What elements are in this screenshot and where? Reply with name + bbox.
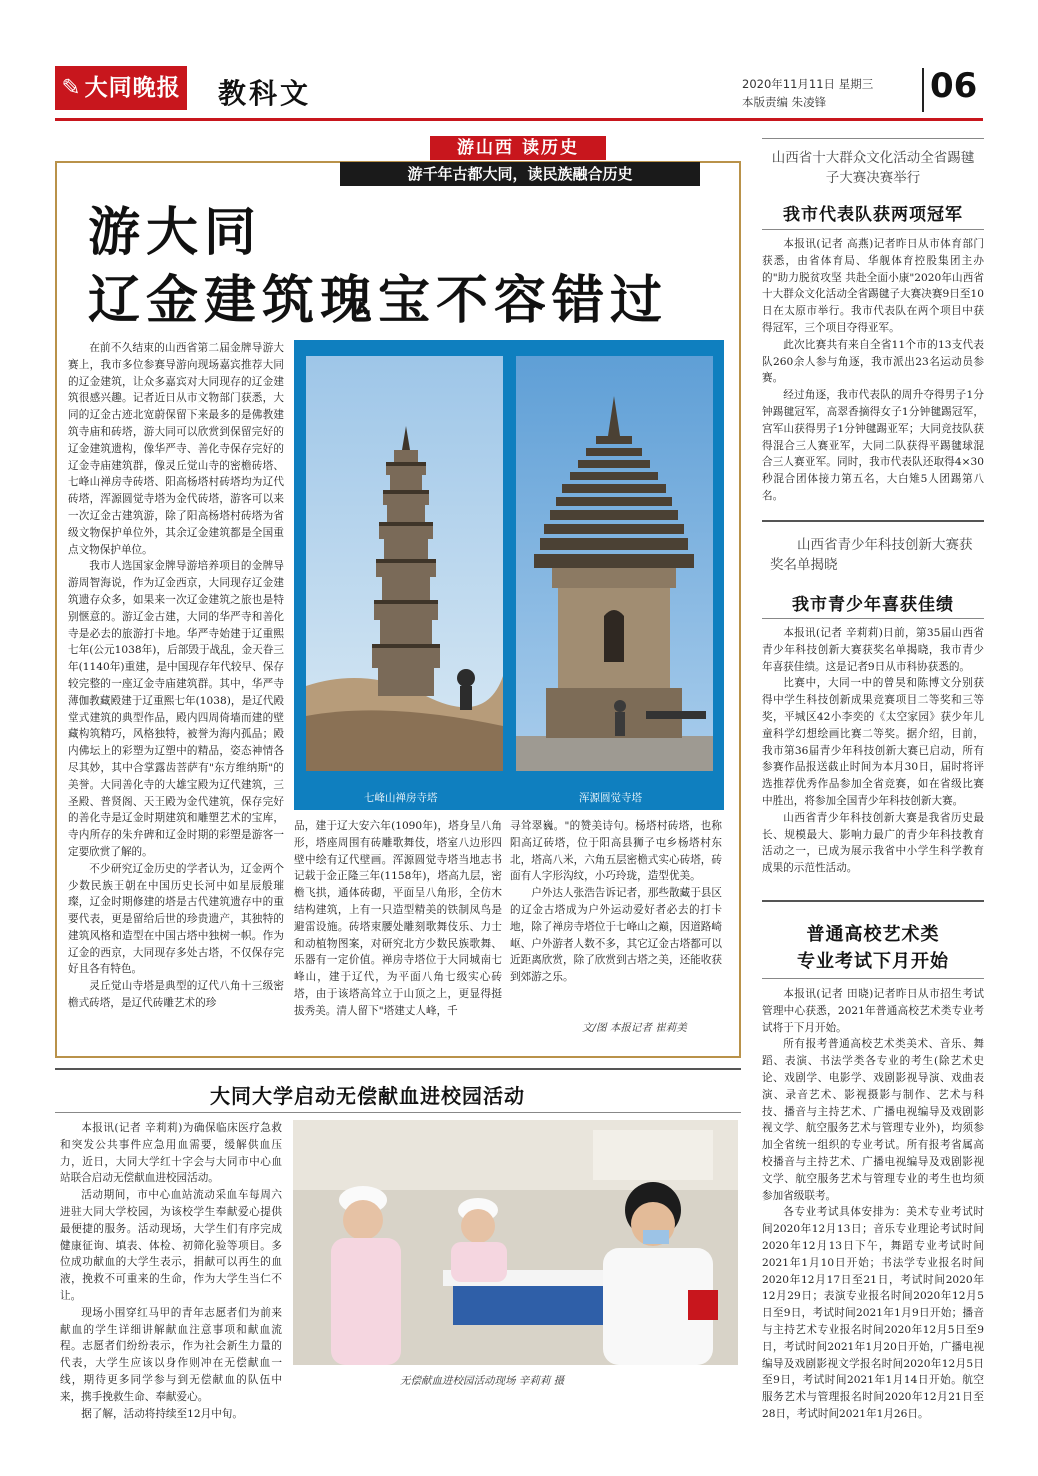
column-rule <box>762 618 984 619</box>
blood-photo-caption: 无偿献血进校园活动现场 辛莉莉 摄 <box>400 1375 565 1387</box>
story-paragraph: 各专业考试具体安排为：美术专业考试时间2020年12月13日；音乐专业理论考试时间2020年12月13日下午，舞蹈专业考试时间2021年1月10日开始；书法学专业报名时间2020年12月17日至21日，考试时间2020年12月29日；表演专业报名时间2020年12月5日至9日，考试时间2021年1月9日开始；播音与主持艺术专业报名时间2020年12月5日至9日，考试时间2021年1月20日开始，广播电视编导及戏剧影视文学报名时间2020年12月5日至9日，考试时间2021年1月14日开始。航空服务艺术与管理报名时间2020年12月21日至28日，考试时间2021年1月26日。 <box>762 1206 984 1420</box>
header-rule <box>55 118 983 121</box>
photo-caption-left: 七峰山禅房寺塔 <box>364 792 438 804</box>
issue-date: 2020年11月11日 星期三 <box>742 77 874 91</box>
feature-headline-line1: 游大同 <box>88 203 263 263</box>
section-rule <box>55 1112 741 1113</box>
feature-paragraph: 我市人选国家金牌导游培养项目的金牌导游周智海说，作为辽金西京，大同现存辽金建筑遗存众多，如果来一次辽金建筑之旅也是特别惬意的。游辽金古建，大同的华严寺和善化寺是必去的旅游打卡地。华严寺始建于辽重熙七年(公元1038年)，后部毁于战乱，金天眷三年(1140年)重建，是中国现存年代较早、保存较完整的一座辽金寺庙建筑群。其中，华严寺薄伽教藏殿建于辽重熙七年(1038)，是辽代殿堂式建筑的典型作品，殿内四周倚墙而建的壁藏构筑精巧，风格独特，被誉为海内孤品；殿内佛坛上的彩塑为辽塑中的精品，姿态神情各尽其妙，其中合掌露齿菩萨有"东方维纳斯"的美誉。大同善化寺的大雄宝殿为辽代建筑，三圣殿、普贤阁、天王殿为金代建筑，保存完好的善化寺是辽金时期建筑和雕塑艺术的宝库，寺内所存的朱弁碑和辽金时期的彩塑是游客一定要欣赏了解的。 <box>68 560 284 858</box>
story2-body <box>762 625 984 880</box>
photo-yuanjue-pagoda <box>516 356 713 771</box>
story-paragraph: 比赛中，大同一中的曾昊和陈博文分别获得中学生科技创新成果竞赛项目二等奖和三等奖，平城区42小李奕的《太空家园》获少年儿童科学幻想绘画比赛二等奖。据介绍，目前，我市第36届青少年科技创新大赛已启动，所有参赛作品报送截止时间为本月30日，届时将评选推荐优秀作品参加全省竞赛，如在省级比赛中胜出，将参加全国青少年科技创新大赛。 <box>762 677 984 807</box>
story1-body <box>762 236 984 502</box>
photo-caption-right: 浑源圆觉寺塔 <box>579 792 642 804</box>
feature-kicker-subtitle: 游千年古都大同，读民族融合历史 <box>340 162 700 186</box>
feature-paragraph: 寻耸翠巍。"的赞美诗句。杨塔村砖塔，也称阳高辽砖塔，位于阳高县狮子屯乡杨塔村东北，塔高八米，六角五层密檐式实心砖塔，砖面有人字形沟纹，小巧玲珑，造型优美。 <box>510 820 722 883</box>
story-paragraph: 现场小围穿红马甲的青年志愿者们为前来献血的学生详细讲解献血注意事项和献血流程。志愿者们纷纷表示，作为社会新生力量的代表，大学生应该以身作则冲在无偿献血一线，期待更多同学参与到无偿献血的队伍中来，携手挽救生命、奉献爱心。 <box>60 1306 282 1403</box>
story-paragraph: 本报讯(记者 田晓)记者昨日从市招生考试管理中心获悉，2021年普通高校艺术类专业考试将于下月开始。 <box>762 988 984 1034</box>
feature-paragraph: 在前不久结束的山西省第二届金牌导游大赛上，我市多位参赛导游向现场嘉宾推荐大同的辽金建筑，让众多嘉宾对大同现存的辽金建筑很感兴趣。记者近日从市文物部门获悉，大同的辽金古迹北宽蔚保留下来最多的是佛教建筑寺庙和砖塔，游大同可以欣赏到保留完好的辽金建筑遗构，像华严寺、善化寺保存完好的辽金寺庙建筑群，像灵丘觉山寺的密檐砖塔、七峰山禅房寺砖塔、阳高杨塔村砖塔均为辽代砖塔，浑源圆觉寺塔为金代砖塔，游客可以来一次辽金古建筑游，除了阳高杨塔村砖塔为省级文物保护单位外，其余辽金建筑都是全国重点文物保护单位。 <box>68 342 284 556</box>
blood-story-title: 大同大学启动无偿献血进校园活动 <box>210 1084 525 1108</box>
newspaper-logo <box>55 66 187 110</box>
story-paragraph: 本报讯(记者 高燕)记者昨日从市体育部门获悉，由省体育局、华舰体育控股集团主办的"助力脱贫攻坚 共赴全面小康"2020年山西省十大群众文化活动全省踢毽子大赛决赛9日至10日在太原市举行。我市代表队在两个项目中获得冠军，三个项目夺得亚军。 <box>762 238 984 334</box>
column-rule <box>762 900 984 902</box>
header-divider <box>922 68 924 112</box>
feature-column-1 <box>68 340 284 1040</box>
column-rule <box>762 138 984 139</box>
section-rule <box>55 1068 741 1070</box>
story3-body <box>762 986 984 1420</box>
blood-donation-photo <box>293 1120 738 1365</box>
feature-headline-line2: 辽金建筑瑰宝不容错过 <box>88 271 669 331</box>
story-paragraph: 活动期间，市中心血站流动采血车每周六进驻大同大学校园，为该校学生奉献爱心提供最便捷的服务。活动现场，大学生们有序完成健康征询、填表、体检、初筛化验等项目。多位成功献血的大学生表示，捐献可以再生的血液，挽救不可重来的生命，作为大学生当仁不让。 <box>60 1189 282 1302</box>
feature-column-3 <box>510 818 722 1018</box>
column-rule <box>762 978 984 979</box>
page-editor: 本版责编 朱凌锋 <box>742 95 827 109</box>
story-paragraph: 所有报考普通高校艺术类美术、音乐、舞蹈、表演、书法学类各专业的考生(除艺术史论、戏剧学、电影学、戏剧影视导演、戏曲表演、录音艺术、影视摄影与制作、艺术与科技、播音与主持艺术、广播电视编导及戏剧影视文学、航空服务艺术与管理专业外)，均须参加全省统一组织的专业考试。所有报考省属高校播音与主持艺术、广播电视编导及戏剧影视文学、航空服务艺术与管理专业的考生也均须参加省级联考。 <box>762 1038 984 1202</box>
story1-subhead: 山西省十大群众文化活动全省踢毽子大赛决赛举行 <box>771 150 975 186</box>
section-title: 教科文 <box>218 77 312 110</box>
column-rule <box>762 229 984 230</box>
logo-mark-icon: ✎ <box>61 75 82 101</box>
story-paragraph: 经过角逐，我市代表队的周升夺得男子1分钟踢毽冠军，高翠香摘得女子1分钟毽踢冠军，宫军山获得男子1分钟毽踢亚军；大同竞技队获得混合三人赛亚军，大同二队获得平踢毽球混合三人赛亚军。同时，我市代表队还取得4×30秒混合团体接力第五名，大白雉5人团踢第八名。 <box>762 389 984 502</box>
page-number: 06 <box>930 66 978 106</box>
story2-subhead: 山西省青少年科技创新大赛获奖名单揭晓 <box>770 537 973 573</box>
story2-title: 我市青少年喜获佳绩 <box>792 595 954 615</box>
story3-title-line2: 专业考试下月开始 <box>797 951 949 972</box>
story1-title: 我市代表队获两项冠军 <box>783 205 963 225</box>
story-paragraph: 山西省青少年科技创新大赛是我省历史最长、规模最大、影响力最广的青少年科技教育活动之一，已成为展示我省中小学生科学教育成果的示范性活动。 <box>762 811 984 875</box>
feature-paragraph: 不少研究辽金历史的学者认为，辽金两个少数民族王朝在中国历史长河中如星辰般璀璨，辽金时期修建的塔是古代建筑遗存中的重要代表，更是留给后世的珍贵遗产，其独特的建筑风格和造型在中国古塔中独树一帜。作为辽金的西京，大同现存多处古塔，不仅保存完好且各有特色。 <box>68 862 284 976</box>
blood-donation-illustration <box>293 1120 738 1365</box>
feature-paragraph: 灵丘觉山寺塔是典型的辽代八角十三级密檐式砖塔，是辽代砖雕艺术的珍 <box>68 980 284 1010</box>
pagoda-illustration-right <box>516 356 713 771</box>
feature-paragraph: 户外达人张浩告诉记者，那些散藏于县区的辽金古塔成为户外运动爱好者必去的打卡地，除了禅房寺塔位于七峰山之巅，因道路崎岖、户外游者人数不多，其它辽金古塔都可以近距离欣赏，除了欣赏到古塔之美，还能收获到郊游之乐。 <box>510 887 722 984</box>
story-paragraph: 此次比赛共有来自全省11个市的13支代表队260余人参与角逐，我市派出23名运动员参赛。 <box>762 338 984 385</box>
feature-column-2 <box>294 818 502 1048</box>
pagoda-illustration-left <box>306 356 503 771</box>
feature-byline: 文/图 本报记者 崔莉美 <box>582 1022 687 1034</box>
story3-title-line1: 普通高校艺术类 <box>806 924 940 945</box>
story-paragraph: 据了解，活动将持续至12月中旬。 <box>81 1407 243 1420</box>
photo-qifengshan-pagoda <box>306 356 503 771</box>
tower-photo-panel <box>294 340 724 810</box>
story-paragraph: 本报讯(记者 辛莉莉)日前，第35届山西省青少年科技创新大赛获奖名单揭晓，我市青少年喜获佳绩。这是记者9日从市科协获悉的。 <box>762 627 984 673</box>
blood-story-body <box>60 1120 282 1420</box>
story-paragraph: 本报讯(记者 辛莉莉)为确保临床医疗急救和突发公共事件应急用血需要，缓解供血压力，近日，大同大学红十字会与大同市中心血站联合启动无偿献血进校园活动。 <box>60 1122 282 1185</box>
feature-kicker-series: 游山西 读历史 <box>430 136 606 160</box>
logo-text: 大同晚报 <box>84 75 181 101</box>
column-rule <box>762 520 984 522</box>
feature-paragraph: 品，建于辽大安六年(1090年)，塔身呈八角形，塔座周围有砖雕歌舞伎，塔室八边形四壁中绘有辽代壁画。浑源圆觉寺塔当地志书记载于金正隆三年(1158年)，塔高九层，密檐飞拱，通体砖砌，平面呈八角形，全仿木结构建筑，上有一只造型精美的铁制凤鸟是避雷设施。砖塔束腰处雕刻歌舞伎乐、力士和动植物图案，对研究北方少数民族歌舞、乐器有一定价值。禅房寺塔位于大同城南七峰山，建于辽代，为平面八角七级实心砖塔，由于该塔高耸立于山顶之上，更显得挺拔秀美。清人留下"塔建丈人峰，千 <box>294 820 502 1017</box>
